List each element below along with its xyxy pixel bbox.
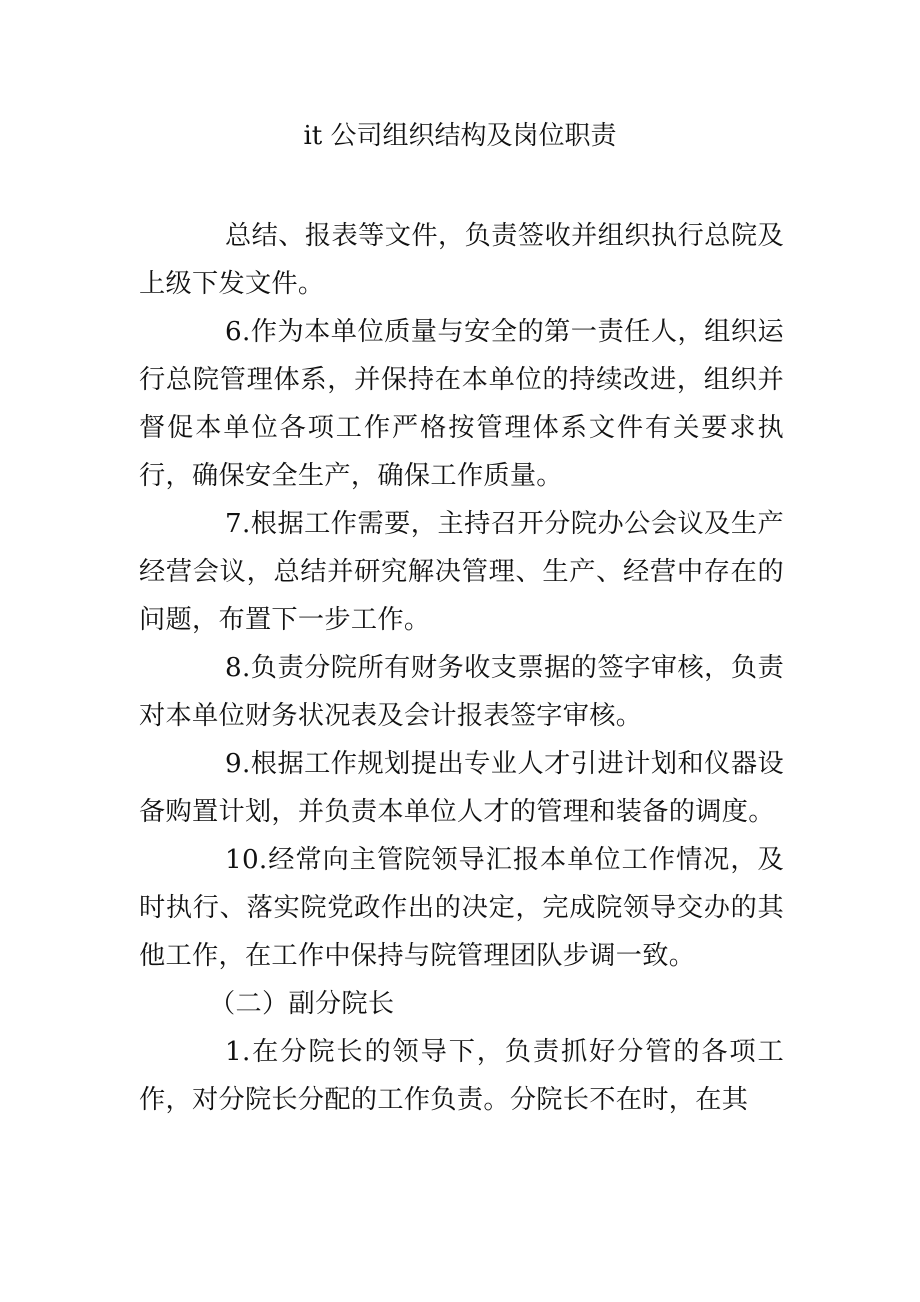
paragraph-item-10: 10.经常向主管院领导汇报本单位工作情况，及时执行、落实院党政作出的决定，完成院领导交办的其他工作，在工作中保持与院管理团队步调一致。	[139, 845, 784, 971]
paragraph-item-8: 8.负责分院所有财务收支票据的签字审核，负责对本单位财务状况表及会计报表签字审核。	[139, 653, 784, 731]
section-heading: （二）副分院长	[209, 989, 395, 1019]
paragraph-item-6: 6.作为本单位质量与安全的第一责任人，组织运行总院管理体系，并保持在本单位的持续改进，组织并督促本单位各项工作严格按管理体系文件有关要求执行，确保安全生产，确保工作质量。	[139, 317, 784, 491]
paragraph-section-item-1: 1.在分院长的领导下，负责抓好分管的各项工作，对分院长分配的工作负责。分院长不在时，在其	[139, 1037, 784, 1115]
document-body	[139, 212, 784, 1124]
paragraph-item-9: 9.根据工作规划提出专业人才引进计划和仪器设备购置计划，并负责本单位人才的管理和装备的调度。	[139, 749, 784, 827]
paragraph-continuation: 总结、报表等文件，负责签收并组织执行总院及上级下发文件。	[139, 221, 784, 299]
paragraph-item-7: 7.根据工作需要，主持召开分院办公会议及生产经营会议，总结并研究解决管理、生产、经营中存在的问题，布置下一步工作。	[139, 509, 784, 635]
document-title: it 公司组织结构及岗位职责	[303, 121, 617, 151]
